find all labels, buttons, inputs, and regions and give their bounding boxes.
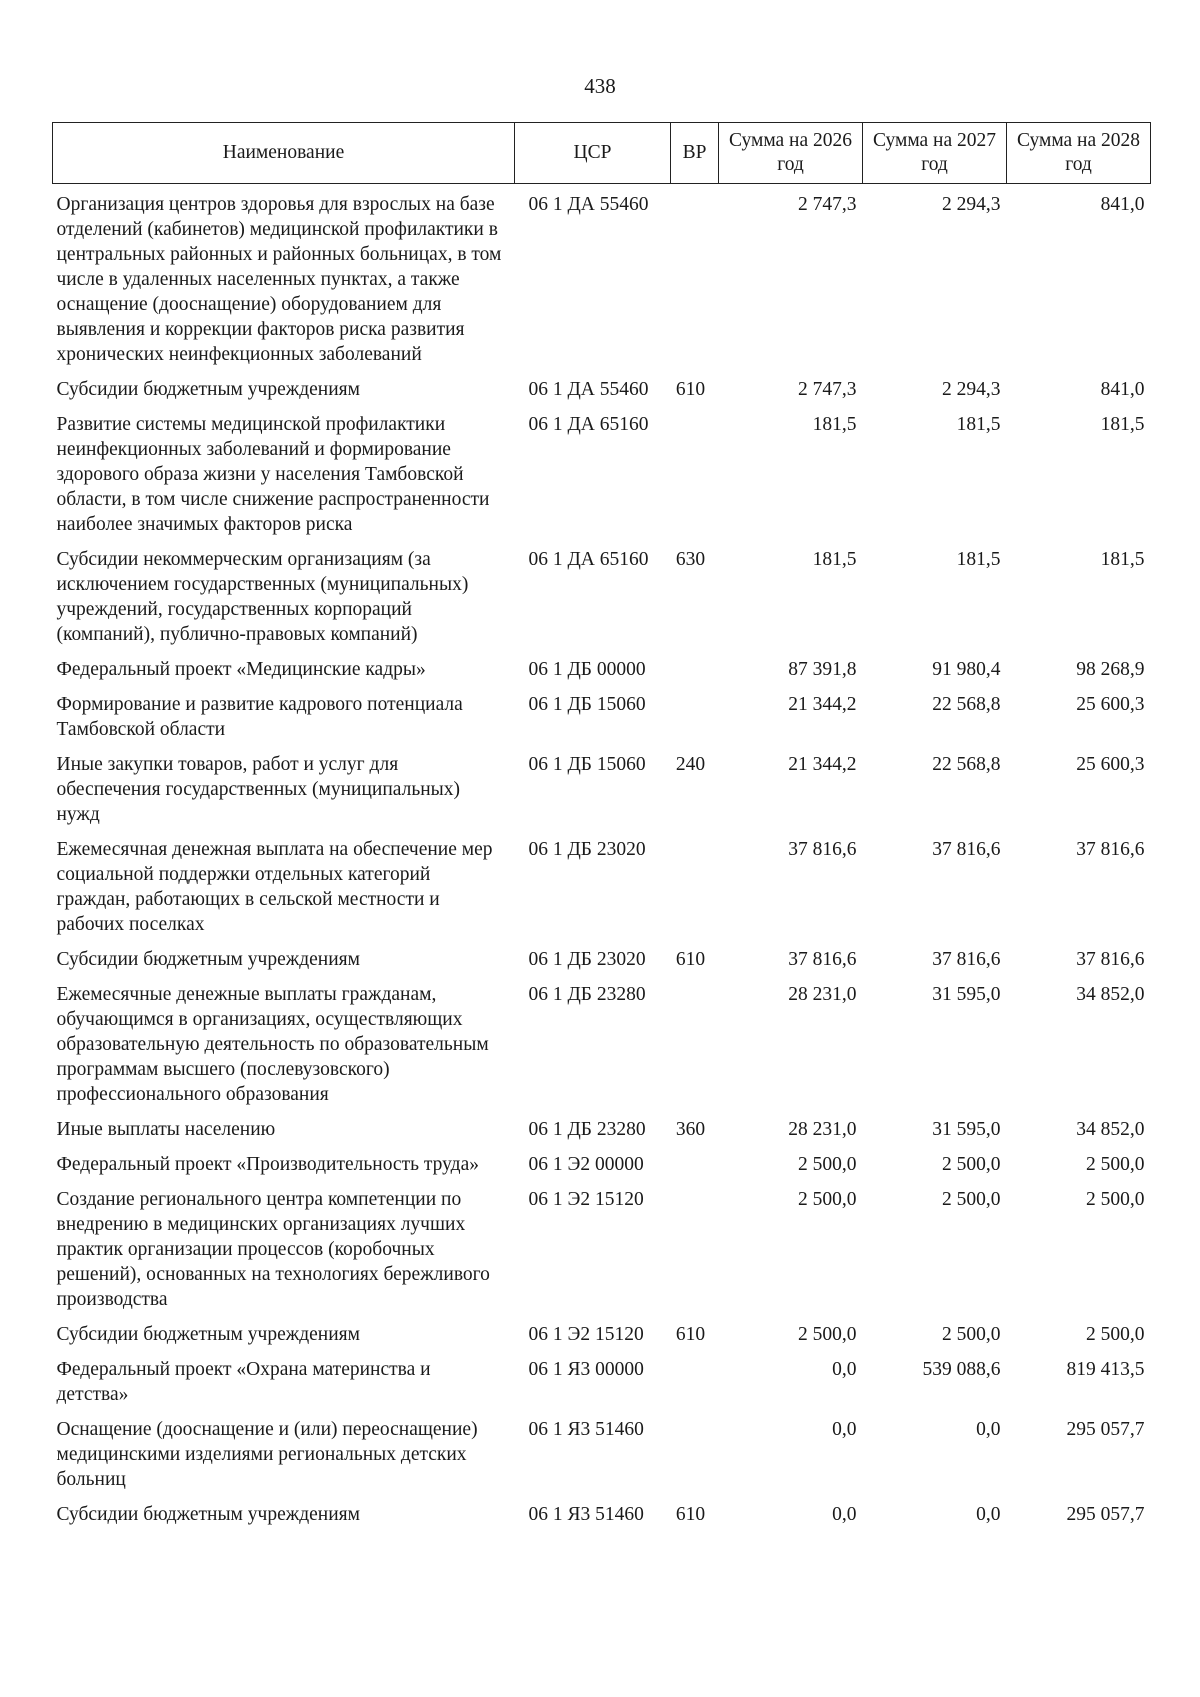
row-sum-2026: 0,0 (832, 1419, 857, 1440)
row-csr: 06 1 ДБ 00000 (528, 659, 646, 680)
row-sum-2026: 2 747,3 (798, 194, 857, 215)
table-row (53, 1314, 1151, 1349)
row-sum-2028: 841,0 (1100, 194, 1145, 215)
row-sum-2028: 37 816,6 (1076, 949, 1145, 970)
row-sum-2028: 819 413,5 (1066, 1359, 1145, 1380)
row-sum-2028: 37 816,6 (1076, 839, 1145, 860)
row-vr: 610 (675, 379, 706, 400)
row-sum-2026: 181,5 (812, 414, 857, 435)
row-vr (671, 404, 719, 539)
row-sum-2027: 181,5 (956, 414, 1001, 435)
table-row (53, 369, 1151, 404)
row-name: Субсидии бюджетным учреждениям (56, 1504, 360, 1525)
row-vr (671, 974, 719, 1109)
row-csr: 06 1 ДА 55460 (528, 379, 649, 400)
table-row (53, 939, 1151, 974)
row-sum-2026: 37 816,6 (788, 949, 857, 970)
row-csr: 06 1 ДБ 15060 (528, 694, 646, 715)
row-vr (671, 1349, 719, 1409)
row-name: Иные закупки товаров, работ и услуг для обеспечения государственных (муниципальных) нужд (56, 754, 461, 825)
table-row (53, 649, 1151, 684)
row-sum-2028: 181,5 (1100, 549, 1145, 570)
header-2027: Сумма на 2027 год (863, 123, 1007, 184)
row-vr (671, 1144, 719, 1179)
row-name: Формирование и развитие кадрового потенциала Тамбовской области (56, 694, 463, 740)
row-sum-2027: 2 294,3 (942, 379, 1001, 400)
row-csr: 06 1 Э2 15120 (528, 1324, 644, 1345)
row-sum-2028: 295 057,7 (1066, 1504, 1145, 1525)
row-csr: 06 1 ДА 55460 (528, 194, 649, 215)
table-row (53, 829, 1151, 939)
row-csr: 06 1 Я3 51460 (528, 1419, 644, 1440)
row-csr: 06 1 ДБ 23280 (528, 984, 646, 1005)
row-csr: 06 1 ДБ 23020 (528, 949, 646, 970)
row-vr (671, 1409, 719, 1494)
row-vr (671, 649, 719, 684)
header-csr: ЦСР (515, 123, 671, 184)
row-sum-2026: 0,0 (832, 1504, 857, 1525)
row-sum-2027: 37 816,6 (932, 949, 1001, 970)
row-sum-2028: 181,5 (1100, 414, 1145, 435)
table-row (53, 684, 1151, 744)
row-name: Субсидии бюджетным учреждениям (56, 949, 360, 970)
row-name: Федеральный проект «Охрана материнства и детства» (56, 1359, 431, 1405)
table-body (53, 184, 1151, 1530)
row-name: Субсидии бюджетным учреждениям (56, 379, 360, 400)
table-row (53, 1109, 1151, 1144)
row-name: Федеральный проект «Производительность труда» (56, 1154, 479, 1175)
row-sum-2027: 2 500,0 (942, 1189, 1001, 1210)
row-sum-2028: 2 500,0 (1086, 1189, 1145, 1210)
row-name: Ежемесячные денежные выплаты гражданам, обучающимся в организациях, осуществляющих образовательную деятельность по образовательным программам высшего (послевузовского) профессионального образования (56, 984, 489, 1105)
row-sum-2026: 2 500,0 (798, 1154, 857, 1175)
table-row (53, 404, 1151, 539)
row-vr: 240 (675, 754, 706, 775)
row-name: Организация центров здоровья для взрослых на базе отделений (кабинетов) медицинской профилактики в центральных районных и районных больницах, в том числе в удаленных населенных пунктах, а также оснащение (дооснащение) оборудованием для выявления и коррекции факторов риска развития хронических неинфекционных заболеваний (56, 194, 502, 365)
row-sum-2026: 0,0 (832, 1359, 857, 1380)
row-sum-2028: 2 500,0 (1086, 1154, 1145, 1175)
row-sum-2028: 2 500,0 (1086, 1324, 1145, 1345)
row-sum-2028: 295 057,7 (1066, 1419, 1145, 1440)
row-vr: 610 (675, 949, 706, 970)
row-sum-2026: 28 231,0 (788, 984, 857, 1005)
row-sum-2028: 25 600,3 (1076, 694, 1145, 715)
row-name: Создание регионального центра компетенции по внедрению в медицинских организациях лучших практик организации процессов (коробочных решений), основанных на технологиях бережливого производства (56, 1189, 490, 1310)
row-sum-2027: 2 294,3 (942, 194, 1001, 215)
row-sum-2027: 539 088,6 (922, 1359, 1001, 1380)
row-name: Развитие системы медицинской профилактики неинфекционных заболеваний и формирование здорового образа жизни у населения Тамбовской области, в том числе снижение распространенности наиболее значимых факторов риска (56, 414, 490, 535)
page-number: 438 (584, 74, 616, 98)
row-sum-2027: 31 595,0 (932, 1119, 1001, 1140)
budget-table (52, 122, 1151, 1529)
row-name: Федеральный проект «Медицинские кадры» (56, 659, 426, 680)
row-sum-2026: 181,5 (812, 549, 857, 570)
row-csr: 06 1 ДА 65160 (528, 414, 649, 435)
header-name: Наименование (53, 123, 515, 184)
row-sum-2027: 181,5 (956, 549, 1001, 570)
row-sum-2027: 22 568,8 (932, 754, 1001, 775)
row-vr: 360 (675, 1119, 706, 1140)
table-row (53, 744, 1151, 829)
row-name: Ежемесячная денежная выплата на обеспечение мер социальной поддержки отдельных категорий граждан, работающих в сельской местности и рабочих поселках (56, 839, 493, 935)
row-vr: 630 (675, 549, 706, 570)
row-sum-2028: 34 852,0 (1076, 1119, 1145, 1140)
row-csr: 06 1 ДА 65160 (528, 549, 649, 570)
table-row (53, 1144, 1151, 1179)
row-sum-2026: 87 391,8 (788, 659, 857, 680)
row-csr: 06 1 ДБ 23280 (528, 1119, 646, 1140)
row-sum-2027: 0,0 (976, 1419, 1001, 1440)
row-sum-2026: 2 500,0 (798, 1324, 857, 1345)
row-sum-2028: 34 852,0 (1076, 984, 1145, 1005)
row-csr: 06 1 Э2 00000 (528, 1154, 644, 1175)
row-vr: 610 (675, 1324, 706, 1345)
row-sum-2027: 91 980,4 (932, 659, 1001, 680)
table-row (53, 974, 1151, 1109)
row-vr (671, 1179, 719, 1314)
row-sum-2027: 0,0 (976, 1504, 1001, 1525)
row-sum-2027: 37 816,6 (932, 839, 1001, 860)
row-sum-2027: 2 500,0 (942, 1324, 1001, 1345)
row-vr (671, 829, 719, 939)
table-row (53, 1494, 1151, 1529)
row-name: Оснащение (дооснащение и (или) переоснащение) медицинскими изделиями региональных детских больниц (56, 1419, 478, 1490)
row-sum-2026: 2 500,0 (798, 1189, 857, 1210)
row-csr: 06 1 Я3 51460 (528, 1504, 644, 1525)
row-sum-2028: 841,0 (1100, 379, 1145, 400)
header-2028: Сумма на 2028 год (1007, 123, 1151, 184)
header-2026: Сумма на 2026 год (719, 123, 863, 184)
row-sum-2027: 22 568,8 (932, 694, 1001, 715)
row-sum-2028: 25 600,3 (1076, 754, 1145, 775)
row-sum-2028: 98 268,9 (1076, 659, 1145, 680)
row-vr (671, 184, 719, 370)
row-sum-2027: 2 500,0 (942, 1154, 1001, 1175)
row-csr: 06 1 Я3 00000 (528, 1359, 644, 1380)
row-name: Иные выплаты населению (56, 1119, 276, 1140)
row-name: Субсидии некоммерческим организациям (за исключением государственных (муниципальных) учреждений, государственных корпораций (компаний), публично-правовых компаний) (56, 549, 469, 645)
row-sum-2026: 37 816,6 (788, 839, 857, 860)
header-vr: ВР (671, 123, 719, 184)
row-vr (671, 684, 719, 744)
table-row (53, 539, 1151, 649)
row-sum-2026: 21 344,2 (788, 754, 857, 775)
table-row (53, 184, 1151, 370)
table-header (53, 123, 1151, 184)
row-csr: 06 1 Э2 15120 (528, 1189, 644, 1210)
row-sum-2026: 2 747,3 (798, 379, 857, 400)
table-row (53, 1179, 1151, 1314)
row-sum-2027: 31 595,0 (932, 984, 1001, 1005)
row-name: Субсидии бюджетным учреждениям (56, 1324, 360, 1345)
row-sum-2026: 28 231,0 (788, 1119, 857, 1140)
row-sum-2026: 21 344,2 (788, 694, 857, 715)
table-row (53, 1349, 1151, 1409)
table-row (53, 1409, 1151, 1494)
row-csr: 06 1 ДБ 23020 (528, 839, 646, 860)
row-vr: 610 (675, 1504, 706, 1525)
row-csr: 06 1 ДБ 15060 (528, 754, 646, 775)
